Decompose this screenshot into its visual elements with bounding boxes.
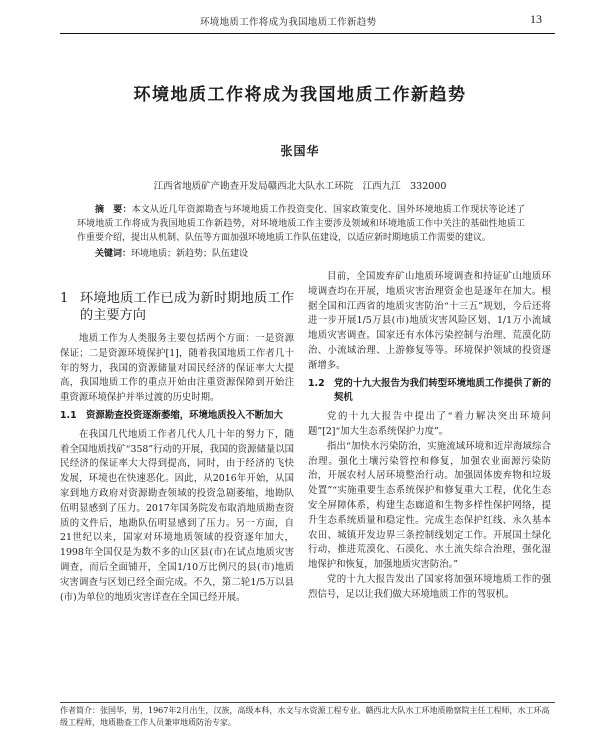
- subsection-1-1-heading: [60, 409, 294, 424]
- subsection-1-2-paragraph: 党的十九大报告中提出了“着力解决突出环境问题”[2]“加大生态系统保护力度”。: [308, 411, 551, 437]
- subsection-1-2-paragraph: 党的十九大报告发出了国家将加强环境地质工作的强烈信号，足以让我们做大环境地质工作的驾驭机。: [308, 573, 551, 600]
- subsection-1-2-paragraph: 指出“加快水污染防治，实施流域环境和近岸海域综合治理。强化土壤污染管控和修复，加强农业面源污染防治，开展农村人居环境整治行动。加强固体废弃物和垃圾处置”“实施重要生态系统保护和修复重大工程，优化生态安全屏障体系，构建生态廊道和生物多样性保护网络，提升生态系统质量和稳定性。完成生态保护红线、永久基本农田、城镇开发边界三条控制线划定工作。开展国土绿化行动，推进荒漠化、石漠化、水土流失综合治理，强化湿地保护和恢复，加强地质灾害防治。”: [308, 440, 551, 571]
- subsection-1-1-paragraph: 在我国几代地质工作者几代人几十年的努力下，随着全国地质找矿“358”行动的开展，我国的资源储量以国民经济的保证率大大得到提高，同时，由于经济的飞快发展，环境也在快速恶化。因此，从2016年开始，从国家到地方政府对资源勘查领域的投资急剧萎缩，地勘队伍明显感到了压力。2017年国务院发布取消地质勘查资质的文件后，地勘队伍明显感到了压力。另一方面，自21世纪以来，国家对环境地质领域的投资逐年加大，1998年全国仅是为数不多的山区县(市)在试点地质灾害调查，而后全面铺开，全国1/10万比例尺的县(市)地质灾害调查与区划已经全面完成。不久，第二轮1/5万以县(市)为单位的地质灾害详查在全国已经开展。: [60, 428, 294, 603]
- subsection-1-1-title: 资源勘查投资逐渐萎缩，环境地质投入不断加大: [86, 409, 283, 421]
- keywords-text: 环境地质；新趋势；队伍建设: [131, 249, 249, 259]
- subsection-1-2-number: 1.2: [308, 377, 325, 389]
- subsection-1-2-heading: [308, 377, 551, 407]
- keywords-label: 关键词：: [95, 249, 132, 259]
- section-1-title: 环境地质工作已成为新时期地质工作的主要方向: [80, 291, 294, 323]
- author-affiliation: 江西省地质矿产勘查开发局赣西北大队水工环院 江西九江 332000: [153, 181, 447, 192]
- keywords: [95, 246, 525, 259]
- author-name: 张国华: [280, 144, 320, 158]
- author-footnote: 作者简介：张国华，男，1967年2月出生，汉族，高级本科，水文与水资源工程专业。赣西北大队水工环地质勘察院主任工程师，水工环高级工程师，地质勘查工作人员兼审地质防治专家。: [60, 706, 550, 727]
- right-column-paragraph: 目前，全国废弃矿山地质环境调查和持证矿山地质环境调查均在开展，地质灾害治理资金也是逐年在加大。根据全国和江西省的地质灾害防治“十三五”规划，今后还将进一步开展1/5万县(市)地质灾害风险区划、1/1万小流域地质灾害调查。国家还有水体污染控制与治理、荒漠化防治、小流域治理、上游修复等等。环境保护领域的投资逐渐增多。: [308, 271, 551, 371]
- left-column: [60, 290, 294, 605]
- right-column: [308, 270, 551, 603]
- abstract-text: 本文从近几年资源勘查与环境地质工作投资变化、国家政策变化、国外环境地质工作现状等论述了环境地质工作将成为我国地质工作新趋势，对环境地质工作主要涉及领域和环境地质工作中关注的基础性地质工作重要介绍，提出从机制、队伍等方面加强环境地质工作队伍建设，以适应新时期地质工作需要的建议。: [77, 205, 525, 244]
- footnote-divider: [60, 702, 555, 703]
- abstract-label: 摘 要：: [95, 205, 132, 215]
- abstract: [77, 203, 525, 246]
- page-number: 13: [530, 12, 542, 26]
- section-1-intro: 地质工作为人类服务主要包括两个方面：一是资源保证；二是资源环境保护[1]，随着我国地质工作者几十年的努力，我国的资源储量对国民经济的保证率大大提高，我国地质工作的重点开始由注重资源保障到开始注重资源环境保护并举过渡的历史时期。: [60, 333, 294, 404]
- subsection-1-2-title: 党的十九大报告为我们转型环境地质工作提供了新的契机: [334, 377, 551, 404]
- article-title: 环境地质工作将成为我国地质工作新趋势: [133, 85, 467, 105]
- section-1-number: 1: [60, 291, 69, 306]
- subsection-1-1-number: 1.1: [60, 409, 77, 421]
- header-divider: [60, 33, 555, 34]
- section-1-heading: [60, 290, 294, 324]
- running-title: 环境地质工作将成为我国地质工作新趋势: [200, 17, 377, 28]
